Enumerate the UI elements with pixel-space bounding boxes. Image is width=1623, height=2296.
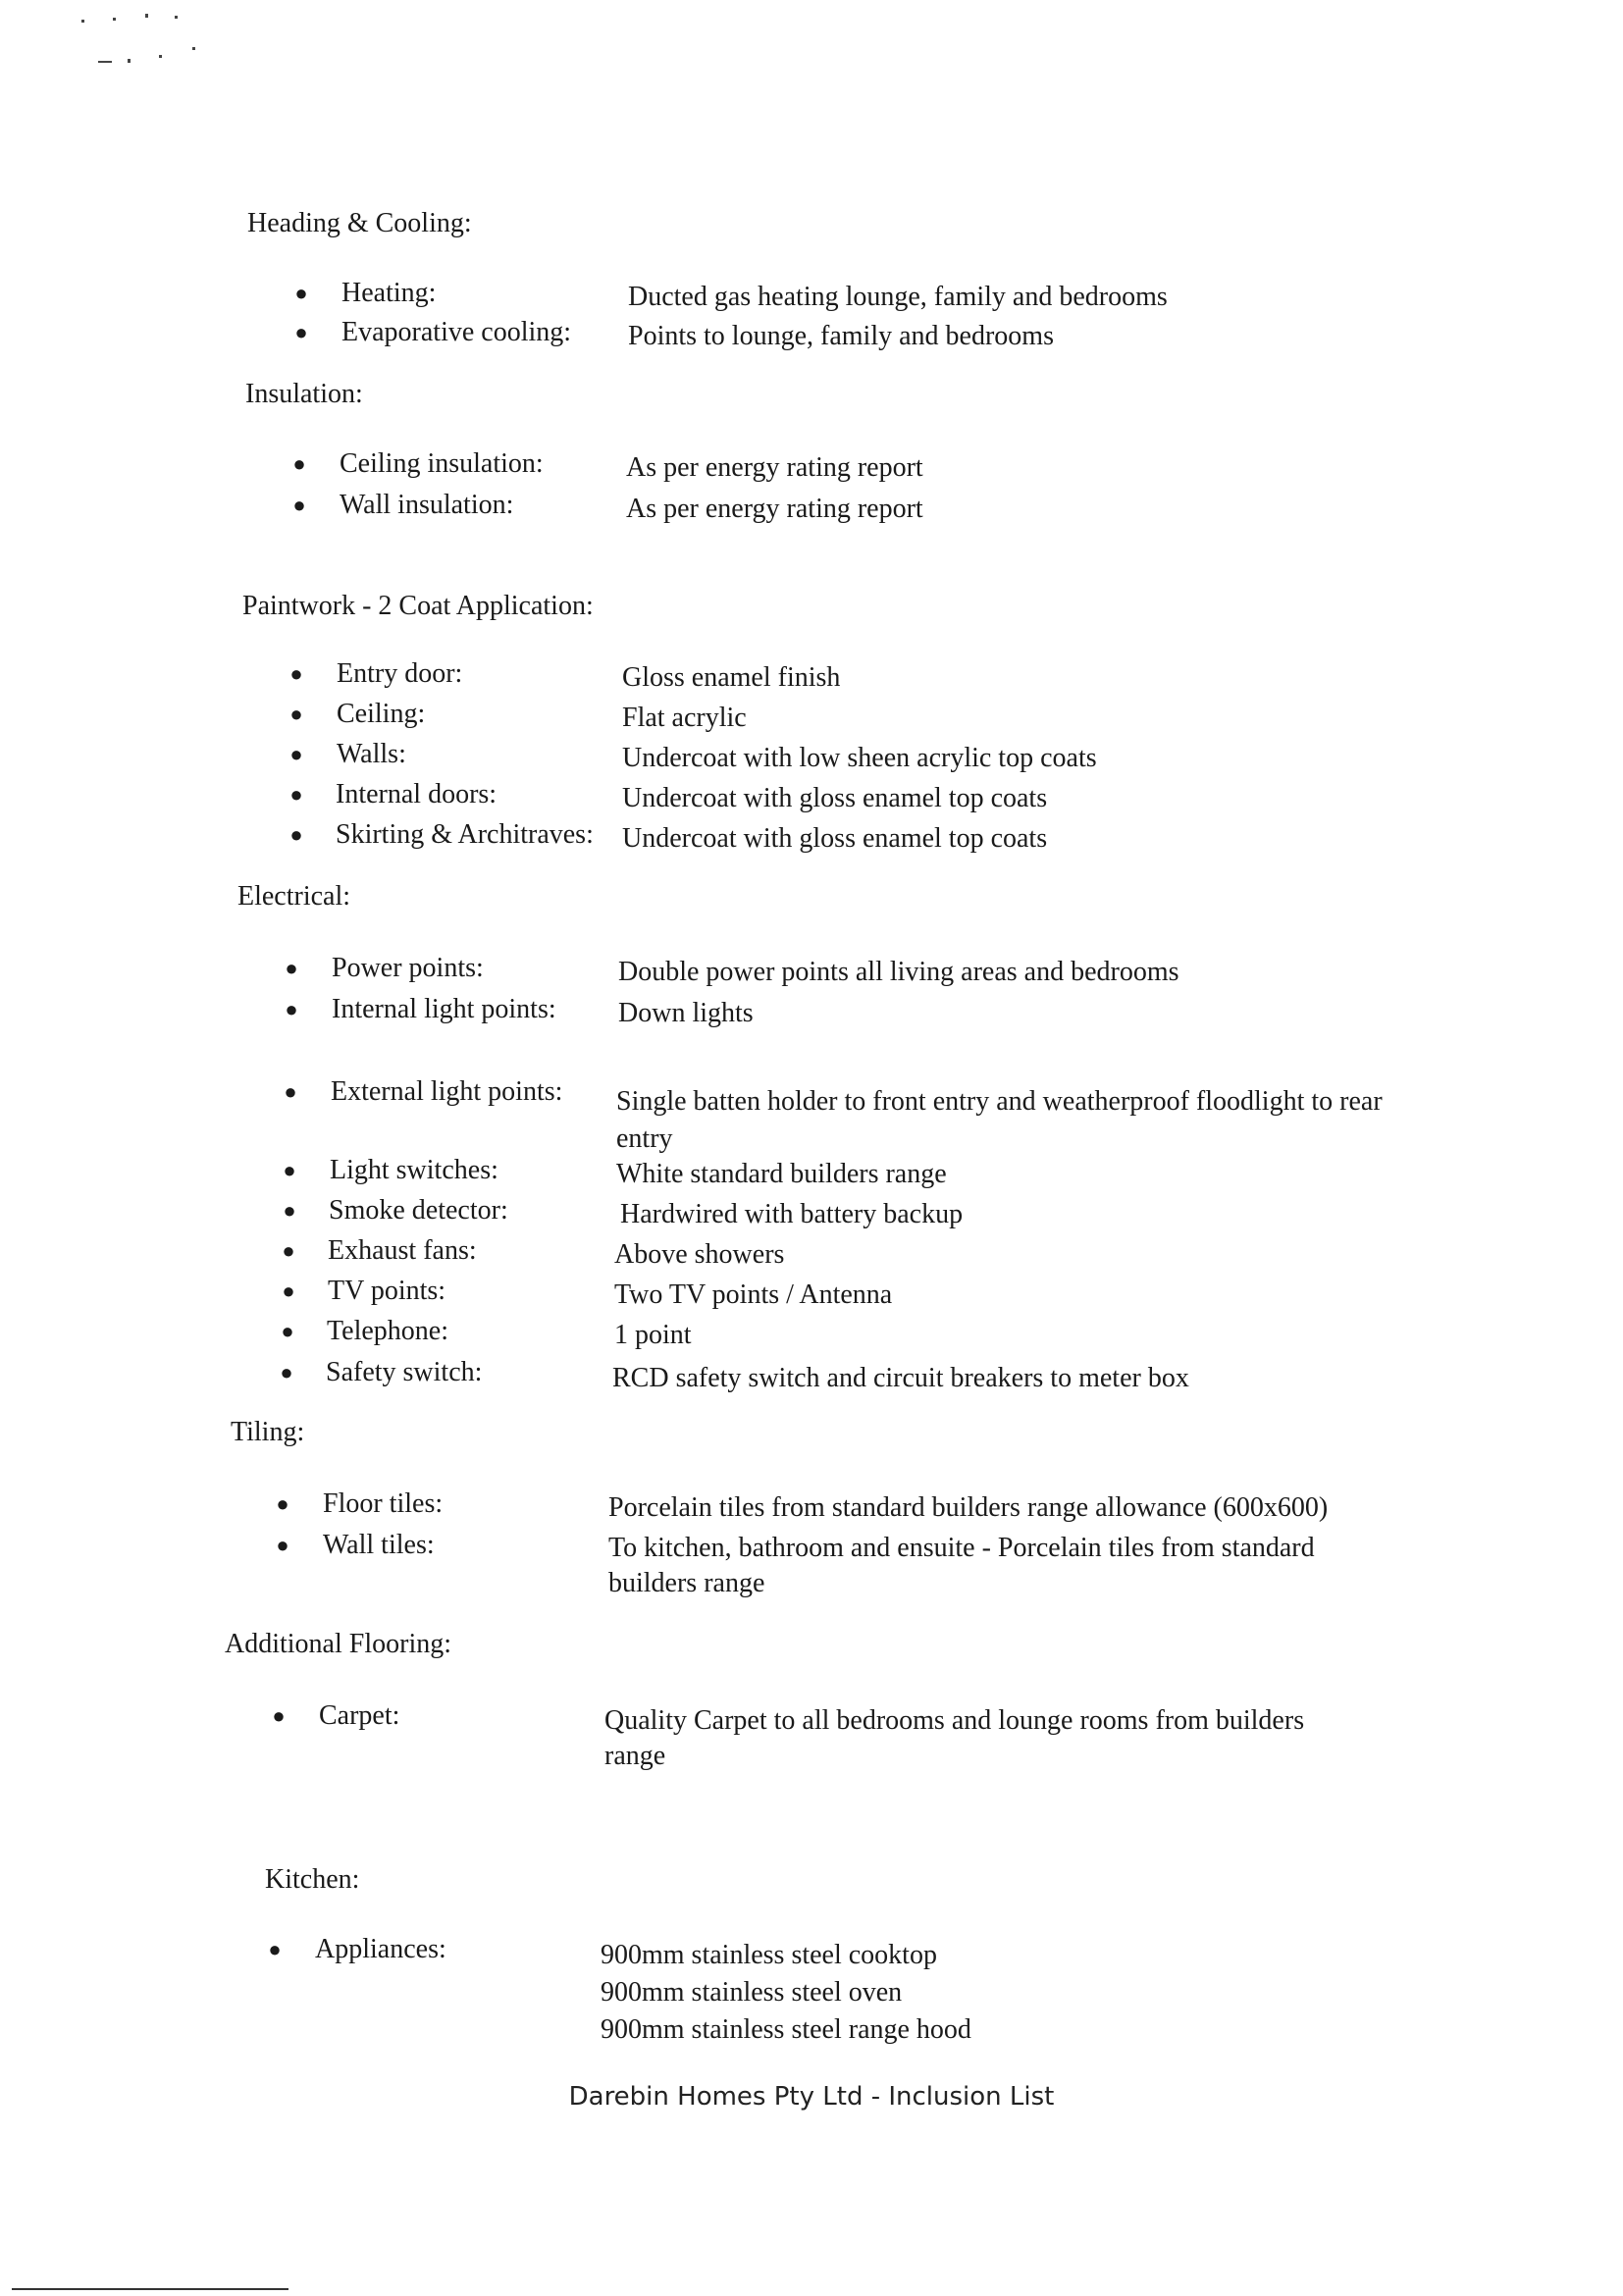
item-value: As per energy rating report xyxy=(626,452,923,483)
item-label: Exhaust fans: xyxy=(328,1235,477,1266)
item-label: Appliances: xyxy=(315,1934,446,1964)
item-value-line: 900mm stainless steel range hood xyxy=(601,2014,971,2045)
item-value: Double power points all living areas and bedrooms xyxy=(618,957,1179,987)
item-label: Light switches: xyxy=(330,1155,498,1185)
item-label: Smoke detector: xyxy=(329,1195,508,1226)
bullet-icon: ● xyxy=(289,661,303,686)
item-value: Hardwired with battery backup xyxy=(620,1199,964,1229)
scan-speck xyxy=(81,20,84,23)
section-heading-additional-flooring: Additional Flooring: xyxy=(225,1629,451,1659)
item-value: Undercoat with gloss enamel top coats xyxy=(622,823,1048,854)
bullet-icon: ● xyxy=(272,1703,286,1728)
scan-speck xyxy=(192,47,195,50)
item-label: TV points: xyxy=(328,1276,446,1306)
scan-speck xyxy=(175,16,178,19)
item-value: RCD safety switch and circuit breakers to meter box xyxy=(612,1363,1189,1393)
section-heading-heating-cooling: Heading & Cooling: xyxy=(247,208,472,238)
scan-speck xyxy=(145,14,148,18)
bullet-icon: ● xyxy=(284,1079,297,1104)
bullet-icon: ● xyxy=(285,997,298,1021)
item-label: Heating: xyxy=(341,278,437,308)
item-label: Safety switch: xyxy=(326,1357,483,1387)
item-value: Ducted gas heating lounge, family and bedrooms xyxy=(628,282,1168,312)
item-label: Internal doors: xyxy=(336,779,497,809)
item-value: Undercoat with gloss enamel top coats xyxy=(622,783,1048,813)
item-label: Entry door: xyxy=(337,658,463,689)
item-label: External light points: xyxy=(331,1076,563,1107)
bullet-icon: ● xyxy=(282,1238,295,1263)
bullet-icon: ● xyxy=(285,956,298,980)
bullet-icon: ● xyxy=(282,1278,295,1303)
item-label: Wall tiles: xyxy=(323,1530,435,1560)
bullet-icon: ● xyxy=(294,281,308,305)
item-value: Porcelain tiles from standard builders range allowance (600x600) xyxy=(608,1492,1329,1523)
bullet-icon: ● xyxy=(292,451,306,476)
bullet-icon: ● xyxy=(289,702,303,726)
item-label: Ceiling: xyxy=(337,699,426,729)
item-value: Undercoat with low sheen acrylic top coats xyxy=(622,743,1097,773)
bullet-icon: ● xyxy=(294,320,308,344)
section-heading-electrical: Electrical: xyxy=(237,881,351,912)
item-label: Evaporative cooling: xyxy=(341,317,572,347)
page-footer: Darebin Homes Pty Ltd - Inclusion List xyxy=(568,2082,1055,2112)
item-label: Ceiling insulation: xyxy=(340,448,544,479)
item-label: Internal light points: xyxy=(332,994,556,1024)
bullet-icon: ● xyxy=(289,822,303,847)
item-label: Skirting & Architraves: xyxy=(336,819,594,850)
item-value: Two TV points / Antenna xyxy=(614,1279,893,1310)
scan-speck xyxy=(128,59,131,63)
bullet-icon: ● xyxy=(289,742,303,766)
bullet-icon: ● xyxy=(283,1158,296,1182)
item-value: Gloss enamel finish xyxy=(622,662,841,693)
bullet-icon: ● xyxy=(289,782,303,807)
item-label: Telephone: xyxy=(327,1316,448,1346)
section-heading-tiling: Tiling: xyxy=(231,1417,305,1447)
scan-speck xyxy=(113,18,116,21)
bullet-icon: ● xyxy=(292,493,306,517)
scan-speck xyxy=(98,61,112,63)
section-heading-insulation: Insulation: xyxy=(245,379,363,409)
bullet-icon: ● xyxy=(276,1491,289,1516)
item-value: 1 point xyxy=(614,1320,692,1350)
scan-speck xyxy=(159,55,162,58)
bottom-rule xyxy=(12,2288,288,2290)
item-label: Floor tiles: xyxy=(323,1488,444,1519)
item-label: Power points: xyxy=(332,953,484,983)
item-value-line: 900mm stainless steel oven xyxy=(601,1977,903,2008)
item-label: Wall insulation: xyxy=(340,490,514,520)
bullet-icon: ● xyxy=(268,1937,282,1961)
item-value: To kitchen, bathroom and ensuite - Porcelain tiles from standard builders range xyxy=(608,1533,1315,1598)
item-value: Quality Carpet to all bedrooms and lounge rooms from builders range xyxy=(604,1705,1305,1771)
item-value: Above showers xyxy=(614,1239,785,1270)
item-value: Down lights xyxy=(618,998,754,1028)
item-value: As per energy rating report xyxy=(626,494,923,524)
bullet-icon: ● xyxy=(281,1319,294,1343)
item-label: Carpet: xyxy=(319,1700,400,1731)
item-value: White standard builders range xyxy=(616,1159,947,1189)
bullet-icon: ● xyxy=(283,1198,296,1223)
section-heading-paintwork: Paintwork - 2 Coat Application: xyxy=(242,591,594,621)
item-label: Walls: xyxy=(337,739,406,769)
item-value: Single batten holder to front entry and weatherproof floodlight to rear entry xyxy=(616,1086,1383,1154)
item-value-line: 900mm stainless steel cooktop xyxy=(601,1940,937,1970)
bullet-icon: ● xyxy=(276,1533,289,1557)
item-value: Points to lounge, family and bedrooms xyxy=(628,321,1054,351)
section-heading-kitchen: Kitchen: xyxy=(265,1864,360,1895)
bullet-icon: ● xyxy=(280,1360,293,1384)
item-value: Flat acrylic xyxy=(622,703,747,733)
